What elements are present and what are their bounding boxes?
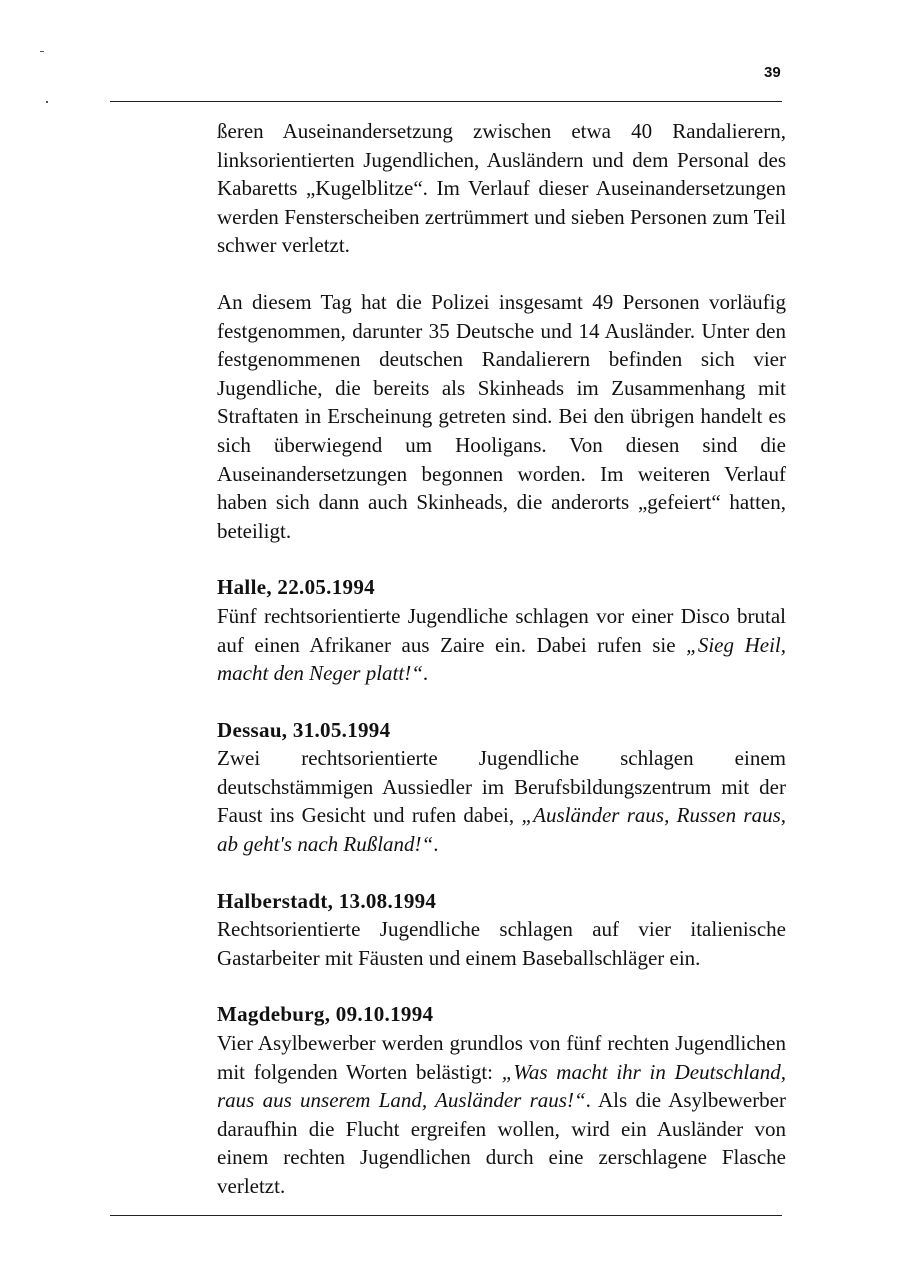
- incident-heading: Dessau, 31.05.1994: [217, 717, 391, 742]
- incident-quote: „Was macht ihr in Deutschland, raus aus unserem Land, Ausländer raus!“: [217, 1059, 786, 1113]
- incident-text: [217, 1029, 786, 1201]
- incident-text-part: Zwei rechtsorientierte Jugendliche schlagen einem deutschstämmigen Aussiedler im Berufsbildungszentrum mit der Faust ins Gesicht und rufen dabei,: [217, 746, 786, 828]
- incident-text: [217, 602, 786, 688]
- incident-entry: [217, 1000, 786, 1200]
- incident-text-part: .: [422, 661, 429, 686]
- incident-heading: Halle, 22.05.1994: [217, 575, 375, 600]
- incident-entry: [217, 716, 786, 859]
- incident-text: [217, 744, 786, 858]
- incident-text-part: Fünf rechtsorientierte Jugendliche schlagen vor einer Disco brutal auf einen Afrikaner aus Zaire ein. Dabei rufen sie: [217, 603, 786, 657]
- incident-heading: Magdeburg, 09.10.1994: [217, 1002, 434, 1027]
- header-rule: [110, 101, 782, 102]
- incident-quote: „Sieg Heil, macht den Neger platt!“: [217, 632, 786, 686]
- body-paragraph: An diesem Tag hat die Polizei insgesamt 49 Personen vorläufig festgenommen, darunter 35 Deutsche und 14 Ausländer. Unter den festgenommenen deutschen Randalierern befinden sich vier Jugendliche, die bereits als Skinheads im Zusammenhang mit Straftaten in Erscheinung getreten sind. Bei den übrigen handelt es sich überwiegend um Hooligans. Von diesen sind die Auseinandersetzungen begonnen worden. Im weiteren Verlauf haben sich dann auch Skinheads, die anderorts „gefeiert“ hatten, beteiligt.: [217, 289, 786, 543]
- body-paragraph: ßeren Auseinandersetzung zwischen etwa 40 Randalierern, linksorientierten Jugendlichen, Ausländern und dem Personal des Kabaretts „Kugelblitze“. Im Verlauf dieser Auseinandersetzungen werden Fensterscheiben zertrümmert und sieben Personen zum Teil schwer verletzt.: [217, 119, 786, 258]
- incident-text-part: Vier Asylbewerber werden grundlos von fünf rechten Jugendlichen mit folgenden Worten belästigt:: [217, 1031, 786, 1084]
- incident-text-part: Rechtsorientierte Jugendliche schlagen auf vier italienische Gastarbeiter mit Fäusten und einem Baseballschläger ein.: [217, 917, 786, 970]
- scan-speck: [40, 51, 44, 52]
- footer-rule: [110, 1215, 782, 1216]
- incident-text: [217, 915, 786, 972]
- incident-heading: Halberstadt, 13.08.1994: [217, 888, 437, 913]
- scan-speck: [46, 101, 48, 103]
- incident-text-part: . Als die Asylbewerber daraufhin die Flucht ergreifen wollen, wird ein Ausländer von einem rechten Jugendlichen durch eine zerschlagene Flasche verletzt.: [217, 1088, 786, 1198]
- incident-quote: „Ausländer raus, Russen raus, ab geht's nach Rußland!“: [217, 803, 786, 857]
- incident-entry: [217, 573, 786, 687]
- page-body: [217, 117, 786, 1201]
- incident-entry: [217, 887, 786, 973]
- page-number: 39: [764, 64, 781, 81]
- incident-text-part: .: [433, 832, 439, 857]
